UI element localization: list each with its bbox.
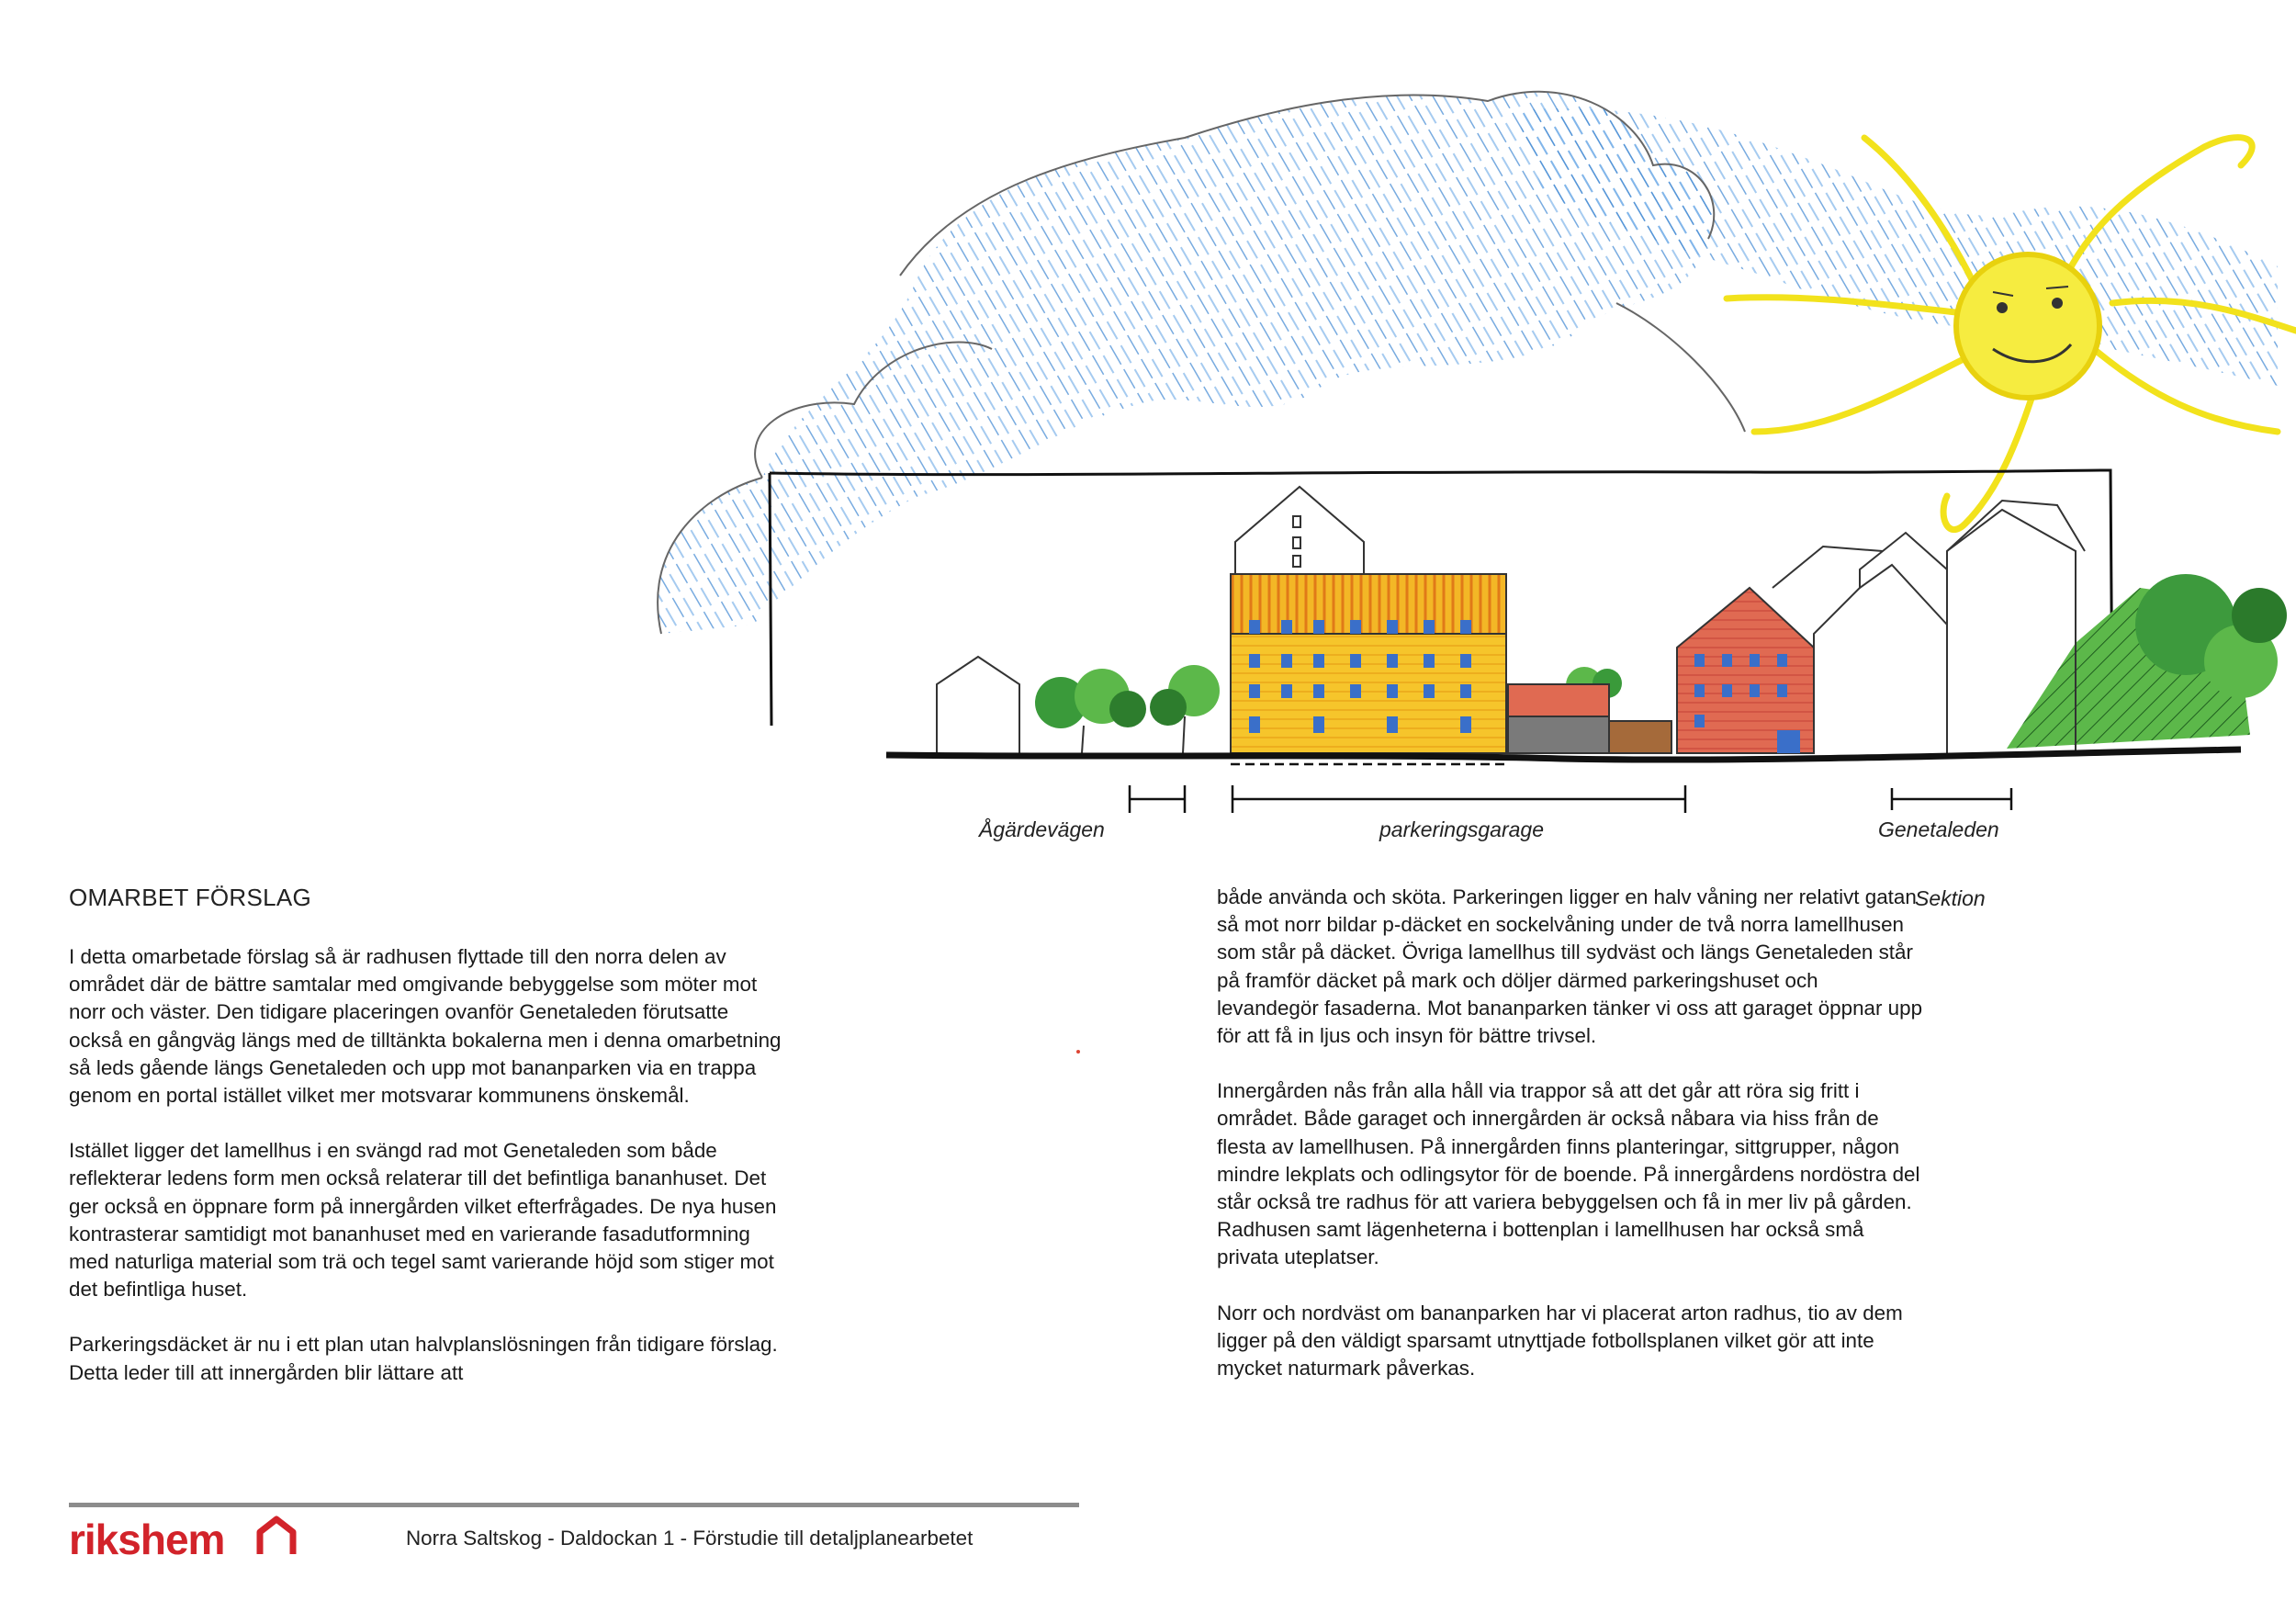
label-sektion: Sektion (1915, 886, 1986, 910)
building-garage-block (1508, 684, 1671, 753)
paragraph: Innergården nås från alla håll via trappor så att det går att röra sig fritt i området. Både garaget och innergården är också nåbara via hiss från de flesta av lamellhusen. På innergården finns planteringar, sittgrupper, någon mindre lekplats och odlingsytor för de boende. På innergårdens nordöstra del står också tre radhus för att variera bebyggelsen och få in mer liv på gården. Radhusen samt lägenheterna i bottenplan i lamellhusen har också små privata uteplatser. (1217, 1079, 1920, 1269)
svg-text:rikshem: rikshem (69, 1516, 225, 1563)
text-column-right (1217, 884, 1924, 1410)
text-column-left (69, 943, 785, 1414)
label-parkeringsgarage: parkeringsgarage (1379, 817, 1545, 841)
paragraph: Parkeringsdäcket är nu i ett plan utan halvplanslösningen från tidigare förslag. Detta leder till att innergården blir lättare att (69, 1333, 778, 1384)
left-sketch-houses (937, 657, 1019, 753)
page-heading: OMARBET FÖRSLAG (69, 884, 312, 911)
stray-mark (1076, 1050, 1080, 1054)
footer-rule (69, 1503, 1079, 1507)
paragraph: både använda och sköta. Parkeringen ligger en halv våning ner relativt gatan så mot norr bildar p-däcket en sockelvåning under de två norra lamellhusen som står på däcket. Övriga lamellhus till sydväst och längs Genetaleden står på framför däcket på mark och döljer därmed parkeringshuset och levandegör fasaderna. Mot bananparken tänker vi oss att garaget öppnar upp för att få in ljus och insyn för bättre trivsel. (1217, 885, 1923, 1048)
dimension-markers (1130, 785, 2011, 813)
label-agardevagen: Ågärdevägen (979, 817, 1105, 841)
label-genetaleden: Genetaleden (1878, 817, 1999, 841)
footer-document-title: Norra Saltskog - Daldockan 1 - Förstudie till detaljplanearbetet (406, 1527, 974, 1550)
paragraph: Istället ligger det lamellhus i en svängd rad mot Genetaleden som både reflekterar ledens form men också relaterar till det befintliga bananhuset. Det ger också en öppnare form på innergården vilket efterfrågades. De nya husen kontrasterar samtidigt mot bananhuset med en varierande fasadutformning med naturliga material som trä och tegel samt varierande höjd som stiger mot det befintliga huset. (69, 1139, 777, 1302)
building-lamellhus-central (1231, 487, 1506, 753)
rikshem-logo (69, 1510, 308, 1567)
paragraph: Norr och nordväst om bananparken har vi placerat arton radhus, tio av dem ligger på den väldigt sparsamt utnyttjade fotbollsplanen vilket gör att inte mycket naturmark påverkas. (1217, 1301, 1903, 1381)
building-lamellhus-brick (1677, 588, 1814, 753)
paragraph: I detta omarbetade förslag så är radhusen flyttade till den norra delen av området där de bättre samtalar med omgivande bebyggelse som möter mot norr och väster. Den tidigare placeringen ovanför Genetaleden förutsatte också en gångväg längs med de tilltänkta bokalerna men i denna omarbetning så leds gående längs Genetaleden och upp mot bananparken via en trappa genom en portal istället vilket mer motsvarar kommunens önskemål. (69, 945, 782, 1108)
